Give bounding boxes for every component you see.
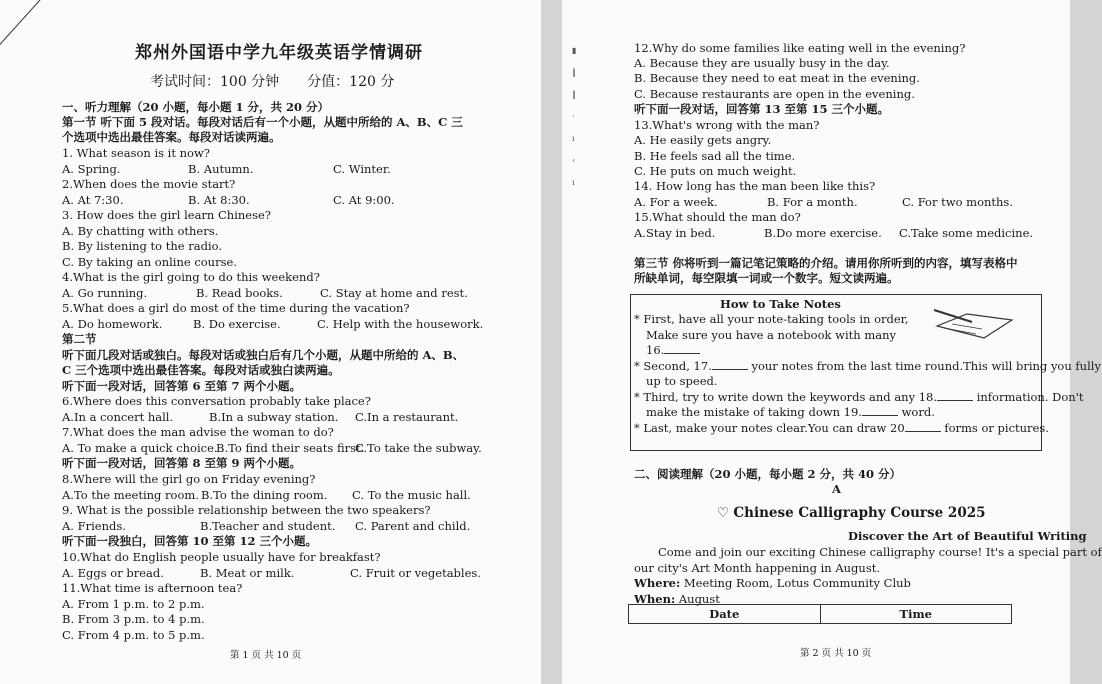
where-label: Where: <box>634 576 681 590</box>
q14-option-a: A. For a week. <box>634 195 718 209</box>
question-5: 5.What does a girl do most of the time during the vacation? <box>62 301 410 315</box>
notes-line-8-rest: forms or pictures. <box>944 421 1049 435</box>
q10-option-b: B. Meat or milk. <box>200 566 295 580</box>
question-10: 10.What do English people usually have for breakfast? <box>62 550 381 564</box>
notes-line-8 <box>634 421 1049 435</box>
q4-option-c: C. Stay at home and rest. <box>320 286 468 300</box>
q11-option-b: B. From 3 p.m. to 4 p.m. <box>62 612 205 626</box>
question-7: 7.What does the man advise the woman to do? <box>62 425 334 439</box>
part2-instruction-2: C 三个选项中选出最佳答案。每段对话或独白读两遍。 <box>62 363 340 377</box>
q10-option-c: C. Fruit or vegetables. <box>350 566 481 580</box>
q11-option-c: C. From 4 p.m. to 5 p.m. <box>62 628 205 642</box>
notes-line-2: Make sure you have a notebook with many <box>646 328 897 342</box>
question-4: 4.What is the girl going to do this weekend? <box>62 270 320 284</box>
part1-instruction-2: 个选项中选出最佳答案。每段对话读两遍。 <box>62 130 281 144</box>
question-15: 15.What should the man do? <box>634 210 801 224</box>
section2-heading: 二、阅读理解（20 小题，每小题 2 分，共 40 分） <box>634 467 902 481</box>
q12-option-a: A. Because they are usually busy in the day. <box>634 56 890 70</box>
instruction-10-12: 听下面一段独白，回答第 10 至第 12 三个小题。 <box>62 534 318 548</box>
question-1: 1. What season is it now? <box>62 146 210 160</box>
exam-page-1 <box>0 0 541 684</box>
q3-option-b: B. By listening to the radio. <box>62 239 223 253</box>
q14-option-b: B. For a month. <box>767 195 858 209</box>
exam-subtitle: 考试时间：100 分钟 分值：120 分 <box>150 74 395 90</box>
notes-line-5: up to speed. <box>646 374 718 388</box>
question-14: 14. How long has the man been like this? <box>634 179 876 193</box>
question-8: 8.Where will the girl go on Friday evening? <box>62 472 316 486</box>
blank-20[interactable] <box>905 421 941 432</box>
schedule-table-header <box>628 604 1012 624</box>
course-title: Chinese Calligraphy Course 2025 <box>733 505 986 521</box>
q4-option-a: A. Go running. <box>62 286 148 300</box>
notes-line-6-rest: information. Don't <box>976 390 1084 404</box>
notes-title: How to Take Notes <box>720 297 841 311</box>
notebook-pen-icon <box>932 306 1022 342</box>
q9-option-c: C. Parent and child. <box>355 519 471 533</box>
q12-option-c: C. Because restaurants are open in the evening. <box>634 87 915 101</box>
page-footer-2: 第 2 页 共 10 页 <box>800 648 872 659</box>
q2-option-b: B. At 8:30. <box>188 193 250 207</box>
notes-line-7 <box>646 405 935 419</box>
q8-option-b: B.To the dining room. <box>201 488 328 502</box>
question-9: 9. What is the possible relationship between the two speakers? <box>62 503 431 517</box>
instruction-13-15: 听下面一段对话，回答第 13 至第 15 三个小题。 <box>634 102 890 116</box>
q1-option-a: A. Spring. <box>62 162 121 176</box>
q9-option-b: B.Teacher and student. <box>200 519 336 533</box>
notes-line-7-rest: word. <box>901 405 935 419</box>
intro-line-1: Come and join our exciting Chinese calligraphy course! It's a special part of <box>658 545 1102 559</box>
q7-option-a: A. To make a quick choice. <box>62 441 218 455</box>
q5-option-b: B. Do exercise. <box>193 317 281 331</box>
where-value: Meeting Room, Lotus Community Club <box>683 576 911 590</box>
question-2: 2.When does the movie start? <box>62 177 236 191</box>
course-subtitle: Discover the Art of Beautiful Writing <box>848 529 1087 543</box>
q15-option-a: A.Stay in bed. <box>634 226 716 240</box>
notes-line-4 <box>634 359 1101 373</box>
instruction-8-9: 听下面一段对话，回答第 8 至第 9 两个小题。 <box>62 456 302 470</box>
q10-option-a: A. Eggs or bread. <box>62 566 164 580</box>
part3-instruction-2: 所缺单词，每空限填一词或一个数字。短文读两遍。 <box>634 271 899 285</box>
notes-line-6 <box>634 390 1083 404</box>
intro-line-2: our city's Art Month happening in August. <box>634 561 881 575</box>
q13-option-a: A. He easily gets angry. <box>634 133 772 147</box>
section1-heading: 一、听力理解（20 小题，每小题 1 分，共 20 分） <box>62 100 330 114</box>
part1-instruction-1: 第一节 听下面 5 段对话。每段对话后有一个小题，从题中所给的 A、B、C 三 <box>62 115 463 129</box>
part2-instruction-1: 听下面几段对话或独白。每段对话或独白后有几个小题，从题中所给的 A、B、 <box>62 348 465 362</box>
exam-page-2 <box>562 0 1102 684</box>
blank-17-label: * Second, 17. <box>634 359 712 373</box>
q12-option-b: B. Because they need to eat meat in the evening. <box>634 71 920 85</box>
question-12: 12.Why do some families like eating well in the evening? <box>634 41 966 55</box>
date-column-header: Date <box>629 605 821 623</box>
page-footer-1: 第 1 页 共 10 页 <box>230 650 302 661</box>
q4-option-b: B. Read books. <box>196 286 283 300</box>
question-3: 3. How does the girl learn Chinese? <box>62 208 271 222</box>
q15-option-c: C.Take some medicine. <box>899 226 1034 240</box>
blank-18-label: * Third, try to write down the keywords and any 18. <box>634 390 938 404</box>
blank-19[interactable] <box>862 405 898 416</box>
blank-19-label: make the mistake of taking down 19. <box>646 405 862 419</box>
q8-option-c: C. To the music hall. <box>352 488 471 502</box>
question-11: 11.What time is afternoon tea? <box>62 581 243 595</box>
blank-17[interactable] <box>712 359 748 370</box>
notes-line-1: * First, have all your note-taking tools in order, <box>634 312 909 326</box>
q3-option-c: C. By taking an online course. <box>62 255 237 269</box>
q2-option-a: A. At 7:30. <box>62 193 124 207</box>
q14-option-c: C. For two months. <box>902 195 1013 209</box>
heart-icon: ♡ <box>717 505 730 521</box>
blank-16-label: 16. <box>646 343 665 357</box>
question-13: 13.What's wrong with the man? <box>634 118 820 132</box>
q2-option-c: C. At 9:00. <box>333 193 395 207</box>
part3-instruction-1: 第三节 你将听到一篇记笔记策略的介绍。请用你所听到的内容，填写表格中 <box>634 256 1018 270</box>
where-line <box>634 576 911 590</box>
corner-fold-line <box>0 0 84 56</box>
q8-option-a: A.To the meeting room. <box>62 488 199 502</box>
part2-label: 第二节 <box>62 332 97 346</box>
q13-option-b: B. He feels sad all the time. <box>634 149 796 163</box>
question-6: 6.Where does this conversation probably take place? <box>62 394 371 408</box>
q15-option-b: B.Do more exercise. <box>764 226 882 240</box>
course-title-row <box>717 505 986 522</box>
q5-option-c: C. Help with the housework. <box>317 317 484 331</box>
q6-option-b: B.In a subway station. <box>209 410 339 424</box>
blank-16[interactable] <box>664 343 700 354</box>
notes-line-3 <box>646 343 700 357</box>
q7-option-b: B.To find their seats first. <box>216 441 365 455</box>
q3-option-a: A. By chatting with others. <box>62 224 219 238</box>
time-column-header: Time <box>899 607 932 621</box>
q6-option-c: C.In a restaurant. <box>355 410 459 424</box>
blank-18[interactable] <box>937 390 973 401</box>
q7-option-c: C.To take the subway. <box>355 441 482 455</box>
when-value: August <box>678 592 720 606</box>
q6-option-a: A.In a concert hall. <box>62 410 174 424</box>
binding-marks: ▮ ‖ ‖ · ı ‹ ı <box>572 46 577 187</box>
blank-20-label: * Last, make your notes clear.You can draw 20 <box>634 421 905 435</box>
notes-line-4-rest: your notes from the last time round.This will bring you fully <box>751 359 1101 373</box>
q1-option-b: B. Autumn. <box>188 162 254 176</box>
q11-option-a: A. From 1 p.m. to 2 p.m. <box>62 597 205 611</box>
q9-option-a: A. Friends. <box>62 519 126 533</box>
when-label: When: <box>634 592 676 606</box>
q5-option-a: A. Do homework. <box>62 317 163 331</box>
q13-option-c: C. He puts on much weight. <box>634 164 797 178</box>
instruction-6-7: 听下面一段对话，回答第 6 至第 7 两个小题。 <box>62 379 302 393</box>
passage-letter: A <box>832 482 841 496</box>
exam-title: 郑州外国语中学九年级英语学情调研 <box>135 43 423 63</box>
q1-option-c: C. Winter. <box>333 162 391 176</box>
